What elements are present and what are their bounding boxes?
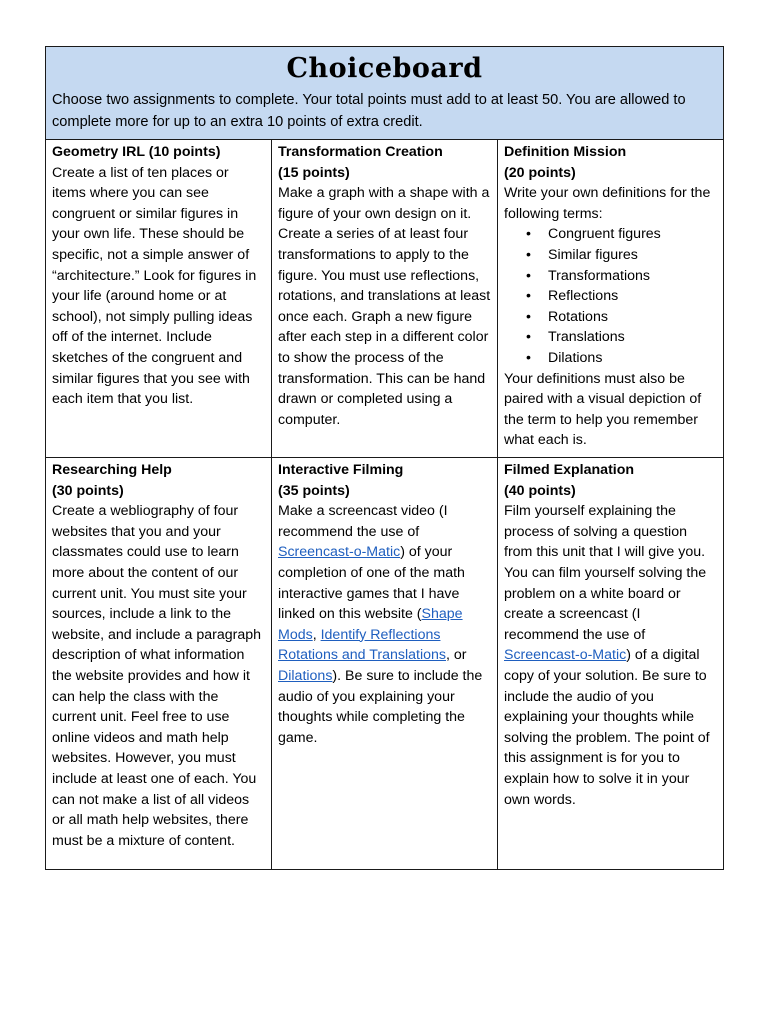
cell-points: (35 points) xyxy=(278,482,350,499)
board-row-1 xyxy=(46,140,724,458)
cell-body: Create a list of ten places or items where you can see congruent or similar figures in your own life. These should be specific, not a simple answer of “architecture.” Look for figures in your life (around home or at school), not simply pulling ideas off of the internet. Include sketches of the congruent and similar figures that you see with each item that you list. xyxy=(52,164,257,408)
cell-title: Transformation Creation xyxy=(278,144,443,160)
cell-researching-help xyxy=(46,458,272,870)
terms-list xyxy=(504,224,717,368)
shape-mods-link[interactable]: Shape Mods xyxy=(278,606,463,643)
cell-title: Geometry IRL (10 points) xyxy=(52,144,221,160)
cell-body-text: , xyxy=(312,626,321,643)
cell-points: (40 points) xyxy=(504,482,576,499)
cell-body-text: Make a screencast video (I recommend the use of xyxy=(278,503,448,540)
screencast-o-matic-link[interactable]: Screencast-o-Matic xyxy=(504,647,627,664)
dilations-link[interactable]: Dilations xyxy=(278,667,333,684)
cell-points: (15 points) xyxy=(278,164,350,181)
page-title: Choiceboard xyxy=(286,53,483,84)
identify-reflections-link[interactable]: Identify Reflections Rotations and Translations xyxy=(278,626,446,664)
cell-body-text: ). Be sure to include the audio of you explaining your thoughts while completing the game. xyxy=(278,667,483,746)
cell-geometry-irl xyxy=(46,140,272,458)
board-row-2 xyxy=(46,458,724,870)
cell-interactive-filming xyxy=(272,458,498,870)
list-item: • Rotations xyxy=(548,307,717,328)
cell-body-text: ) of a digital copy of your solution. Be sure to include the audio of you explaining your thoughts while solving the problem. The point of this assignment is for you to explain how to solve it in your own words. xyxy=(504,647,710,808)
cell-title: Definition Mission xyxy=(504,144,627,160)
cell-title: Researching Help xyxy=(52,462,172,478)
header-cell xyxy=(46,47,724,140)
cell-title: Filmed Explanation xyxy=(504,462,635,478)
choiceboard-table xyxy=(45,46,724,870)
list-item: • Translations xyxy=(548,327,717,348)
cell-lead: Write your own definitions for the following terms: xyxy=(504,185,711,222)
header-row xyxy=(46,47,724,140)
list-item: • Congruent figures xyxy=(548,224,717,245)
instructions-text: Choose two assignments to complete. Your total points must add to at least 50. You are allowed to complete more for up to an extra 10 points of extra credit. xyxy=(52,92,686,130)
screencast-o-matic-link[interactable]: Screencast-o-Matic xyxy=(278,544,401,561)
cell-body-text: , or xyxy=(445,647,467,664)
cell-transformation-creation xyxy=(272,140,498,458)
cell-body-text: ) of your completion of one of the math interactive games that I have linked on this website ( xyxy=(278,544,465,623)
list-item: • Transformations xyxy=(548,266,717,287)
list-item: • Dilations xyxy=(548,348,717,369)
list-item: • Reflections xyxy=(548,286,717,307)
cell-filmed-explanation xyxy=(498,458,724,870)
cell-tail: Your definitions must also be paired with a visual depiction of the term to help you remember what each is. xyxy=(504,370,702,449)
cell-body: Create a webliography of four websites that you and your classmates could use to learn more about the content of our current unit. You must site your sources, include a link to the website, and include a paragraph description of what information the website provides and how it can help the class with the current unit. Feel free to use online videos and math help websites. However, you must include at least one of each. You can not make a list of all videos or all math help websites, there must be a mixture of content. xyxy=(52,503,262,849)
cell-title: Interactive Filming xyxy=(278,462,404,478)
cell-points: (20 points) xyxy=(504,164,576,181)
list-item: • Similar figures xyxy=(548,245,717,266)
cell-body-text: Film yourself explaining the process of solving a question from this unit that I will give you. You can film yourself solving the problem on a white board or create a screencast (I recommend the use of xyxy=(504,503,707,643)
cell-points: (30 points) xyxy=(52,482,124,499)
cell-body: Make a graph with a shape with a figure of your own design on it. Create a series of at least four transformations to apply to the figure. You must use reflections, rotations, and translations at least once each. Graph a new figure after each step in a different color to show the process of the transformation. This can be hand drawn or completed using a computer. xyxy=(278,185,491,428)
cell-definition-mission xyxy=(498,140,724,458)
